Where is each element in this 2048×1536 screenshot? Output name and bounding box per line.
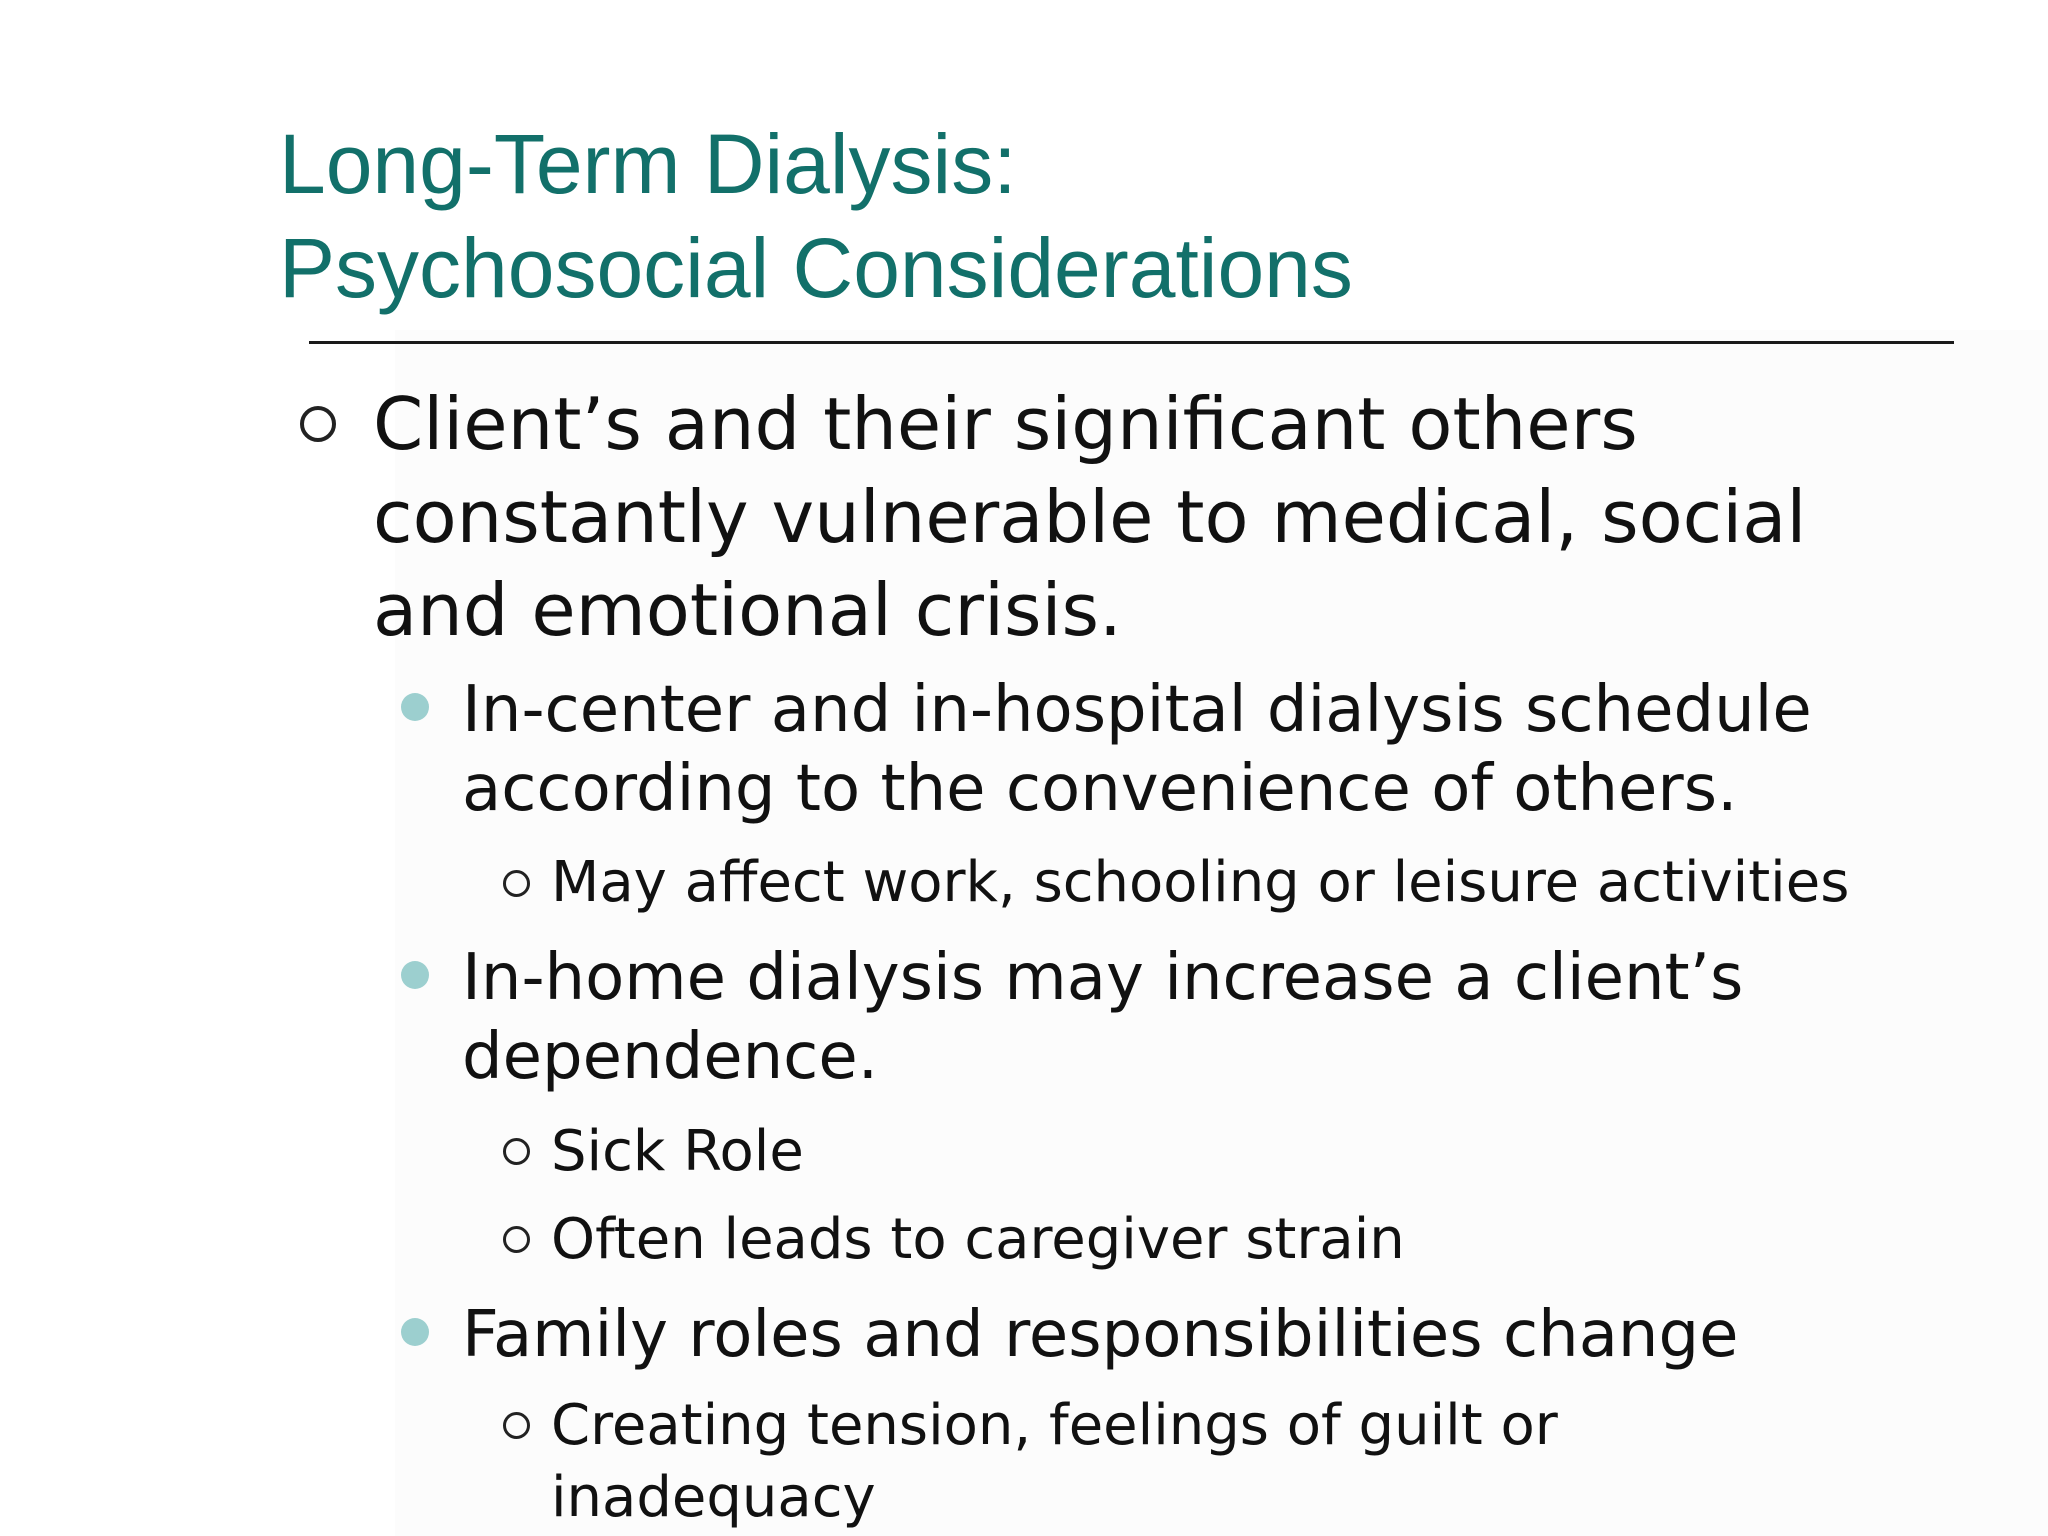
- bullet-text-line: In-center and in-hospital dialysis schedule: [462, 673, 1812, 747]
- title-divider: [309, 341, 1954, 344]
- bullet-text-line: Family roles and responsibilities change: [462, 1298, 1739, 1372]
- bullet-text-line: In-home dialysis may increase a client’s: [462, 941, 1744, 1015]
- open-circle-icon: [503, 1226, 530, 1253]
- bullet-text-line: Often leads to caregiver strain: [551, 1207, 1405, 1272]
- filled-dot-icon: [401, 1318, 429, 1346]
- open-circle-icon: [503, 1412, 530, 1439]
- filled-dot-icon: [401, 693, 429, 721]
- bullet-text-line: Creating tension, feelings of guilt or: [551, 1393, 1558, 1458]
- bullet-text-line: constantly vulnerable to medical, social: [373, 475, 1807, 559]
- bullet-item-level3: [551, 847, 1849, 919]
- bullet-text-line: according to the convenience of others.: [462, 752, 1738, 826]
- bullet-text-line: inadequacy: [551, 1465, 876, 1530]
- filled-dot-icon: [401, 961, 429, 989]
- open-circle-icon: [503, 870, 530, 897]
- open-circle-icon: [300, 406, 336, 442]
- bullet-text-line: dependence.: [462, 1020, 879, 1094]
- bullet-item-level3: [551, 1390, 1558, 1534]
- bullet-text-line: Sick Role: [551, 1119, 804, 1184]
- bullet-text-line: and emotional crisis.: [373, 568, 1122, 652]
- slide-title: [279, 112, 1353, 320]
- bullet-item-level2: [462, 939, 1743, 1097]
- bullet-item-level3: [551, 1204, 1405, 1276]
- bullet-item-level2: [462, 1296, 1738, 1375]
- slide-title-line-1: Long-Term Dialysis:: [279, 117, 1017, 211]
- bullet-text-line: May affect work, schooling or leisure activities: [551, 850, 1850, 915]
- open-circle-icon: [503, 1138, 530, 1165]
- bullet-text-line: Client’s and their significant others: [373, 382, 1638, 466]
- bullet-item-level3: [551, 1116, 804, 1188]
- bullet-item-level1: [373, 378, 1806, 657]
- bullet-item-level2: [462, 671, 1812, 829]
- slide-title-line-2: Psychosocial Considerations: [279, 221, 1353, 315]
